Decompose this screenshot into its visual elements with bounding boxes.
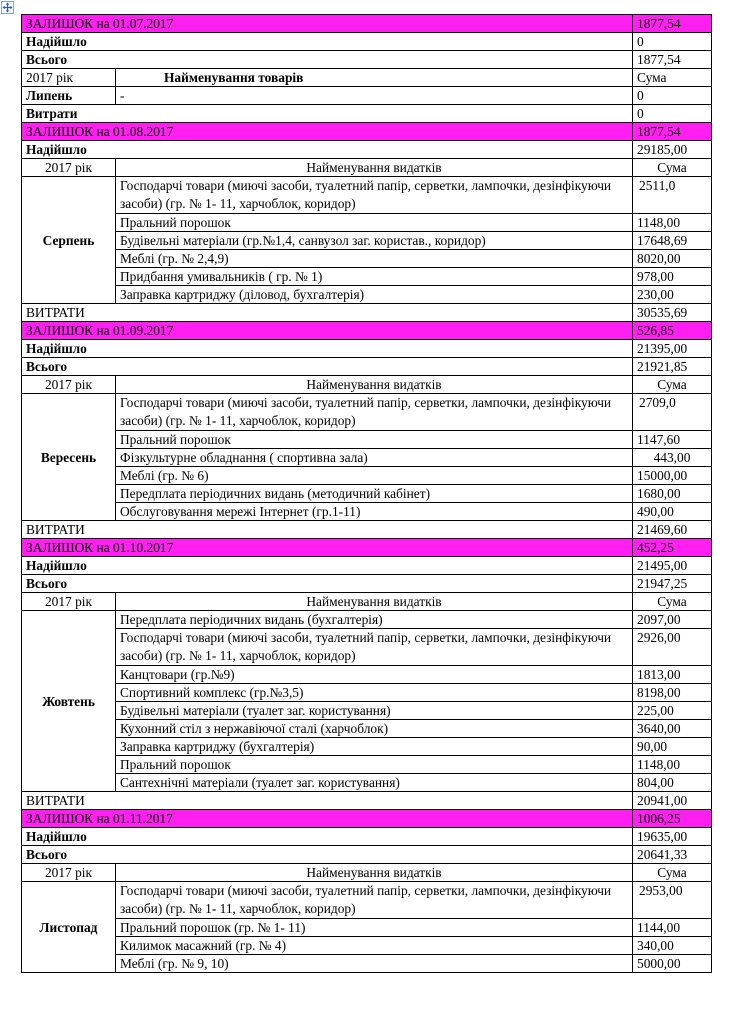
year-header: 2017 рік <box>22 69 116 87</box>
item-sum: 15000,00 <box>633 467 712 485</box>
item-row <box>22 684 712 702</box>
item-name: Пральний порошок <box>116 214 633 232</box>
expenses-row-august <box>22 304 712 322</box>
item-name: Кухонний стіл з нержавіючої сталі (харчоблок) <box>116 720 633 738</box>
item-sum: 225,00 <box>633 702 712 720</box>
balance-value: 452,25 <box>633 539 712 557</box>
item-sum: 2097,00 <box>633 611 712 629</box>
expense-name-header: Найменування видатків <box>116 593 633 611</box>
item-row <box>22 882 712 919</box>
expenses-value: 30535,69 <box>633 304 712 322</box>
item-row <box>22 177 712 214</box>
item-row <box>22 449 712 467</box>
total-label: Всього <box>22 575 633 593</box>
item-row <box>22 431 712 449</box>
item-row <box>22 955 712 973</box>
total-row-november <box>22 846 712 864</box>
item-sum: 1147,60 <box>633 431 712 449</box>
expenses-label: ВИТРАТИ <box>22 304 633 322</box>
goods-name-header: Найменування товарів <box>116 69 633 87</box>
item-name: Меблі (гр. № 6) <box>116 467 633 485</box>
year-header: 2017 рік <box>22 864 116 882</box>
expense-report-table <box>21 14 712 973</box>
expenses-value: 0 <box>633 105 712 123</box>
item-row <box>22 629 712 666</box>
expenses-value: 20941,00 <box>633 792 712 810</box>
item-sum: 17648,69 <box>633 232 712 250</box>
item-row <box>22 720 712 738</box>
item-row-july <box>22 87 712 105</box>
item-row <box>22 756 712 774</box>
month-label: Липень <box>22 87 116 105</box>
item-name: Господарчі товари (миючі засоби, туалетний папір, серветки, лампочки, дезінфікуючи засоби) (гр. № 1- 11, харчоблок, коридор) <box>116 882 633 919</box>
item-row <box>22 214 712 232</box>
item-name: Будівельні матеріали (туалет заг. користування) <box>116 702 633 720</box>
balance-value: 526,85 <box>633 322 712 340</box>
month-label: Серпень <box>22 177 116 304</box>
balance-row-november <box>22 810 712 828</box>
item-sum: 1148,00 <box>633 214 712 232</box>
item-sum: 804,00 <box>633 774 712 792</box>
header-row-october <box>22 593 712 611</box>
item-sum: 2709,0 <box>633 394 712 431</box>
balance-row-september <box>22 322 712 340</box>
item-name: Пральний порошок (гр. № 1- 11) <box>116 919 633 937</box>
item-name: Господарчі товари (миючі засоби, туалетний папір, серветки, лампочки, дезінфікуючи засоби) (гр. № 1- 11, харчоблок, коридор) <box>116 629 633 666</box>
balance-label: ЗАЛИШОК на 01.08.2017 <box>22 123 633 141</box>
expenses-value: 21469,60 <box>633 521 712 539</box>
item-sum: 340,00 <box>633 937 712 955</box>
item-row <box>22 702 712 720</box>
item-name: Сантехнічні матеріали (туалет заг. користування) <box>116 774 633 792</box>
item-sum: 1148,00 <box>633 756 712 774</box>
item-name: Заправка картриджу (діловод, бухгалтерія) <box>116 286 633 304</box>
item-row <box>22 394 712 431</box>
total-row-july <box>22 51 712 69</box>
expenses-row-july <box>22 105 712 123</box>
arrived-row-september <box>22 340 712 358</box>
balance-row-october <box>22 539 712 557</box>
item-name: Пральний порошок <box>116 756 633 774</box>
item-sum: 0 <box>633 87 712 105</box>
item-row <box>22 666 712 684</box>
arrived-label: Надійшло <box>22 557 633 575</box>
arrived-label: Надійшло <box>22 828 633 846</box>
item-name: Спортивний комплекс (гр.№3,5) <box>116 684 633 702</box>
total-label: Всього <box>22 358 633 376</box>
item-sum: 1144,00 <box>633 919 712 937</box>
item-row <box>22 286 712 304</box>
balance-label: ЗАЛИШОК на 01.07.2017 <box>22 15 633 33</box>
item-name: Придбання умивальників ( гр. № 1) <box>116 268 633 286</box>
sum-header: Сума <box>633 864 712 882</box>
arrived-row-august <box>22 141 712 159</box>
arrived-value: 21495,00 <box>633 557 712 575</box>
year-header: 2017 рік <box>22 376 116 394</box>
item-sum: 978,00 <box>633 268 712 286</box>
total-label: Всього <box>22 51 633 69</box>
balance-row-august <box>22 123 712 141</box>
arrived-value: 21395,00 <box>633 340 712 358</box>
item-sum: 90,00 <box>633 738 712 756</box>
item-name: - <box>116 87 633 105</box>
total-label: Всього <box>22 846 633 864</box>
item-name: Заправка картриджу (бухгалтерія) <box>116 738 633 756</box>
sum-header: Сума <box>633 69 712 87</box>
item-name: Меблі (гр. № 2,4,9) <box>116 250 633 268</box>
arrived-row-november <box>22 828 712 846</box>
item-name: Меблі (гр. № 9, 10) <box>116 955 633 973</box>
arrived-label: Надійшло <box>22 340 633 358</box>
arrived-row-october <box>22 557 712 575</box>
expense-name-header: Найменування видатків <box>116 159 633 177</box>
expenses-row-october <box>22 792 712 810</box>
item-sum: 8020,00 <box>633 250 712 268</box>
item-sum: 3640,00 <box>633 720 712 738</box>
item-sum: 5000,00 <box>633 955 712 973</box>
balance-value: 1006,25 <box>633 810 712 828</box>
arrived-row-july <box>22 33 712 51</box>
item-name: Фізкультурне обладнання ( спортивна зала) <box>116 449 633 467</box>
total-value: 1877,54 <box>633 51 712 69</box>
item-name: Канцтовари (гр.№9) <box>116 666 633 684</box>
total-row-september <box>22 358 712 376</box>
item-sum: 2926,00 <box>633 629 712 666</box>
item-sum: 2953,00 <box>633 882 712 919</box>
header-row-november <box>22 864 712 882</box>
item-row <box>22 774 712 792</box>
arrived-value: 19635,00 <box>633 828 712 846</box>
item-name: Пральний порошок <box>116 431 633 449</box>
item-name: Передплата періодичних видань (методичний кабінет) <box>116 485 633 503</box>
balance-value: 1877,54 <box>633 123 712 141</box>
month-label: Листопад <box>22 882 116 973</box>
item-row <box>22 503 712 521</box>
year-header: 2017 рік <box>22 159 116 177</box>
header-row-july <box>22 69 712 87</box>
expenses-label: Витрати <box>22 105 633 123</box>
year-header: 2017 рік <box>22 593 116 611</box>
arrived-value: 0 <box>633 33 712 51</box>
item-sum: 1813,00 <box>633 666 712 684</box>
table-move-handle-icon[interactable] <box>1 1 14 14</box>
month-label: Вересень <box>22 394 116 521</box>
item-row <box>22 268 712 286</box>
expenses-label: ВИТРАТИ <box>22 792 633 810</box>
arrived-value: 29185,00 <box>633 141 712 159</box>
sum-header: Сума <box>633 593 712 611</box>
arrived-label: Надійшло <box>22 33 633 51</box>
balance-label: ЗАЛИШОК на 01.11.2017 <box>22 810 633 828</box>
item-sum: 490,00 <box>633 503 712 521</box>
item-sum: 2511,0 <box>633 177 712 214</box>
expense-name-header: Найменування видатків <box>116 376 633 394</box>
balance-label: ЗАЛИШОК на 01.10.2017 <box>22 539 633 557</box>
item-name: Будівельні матеріали (гр.№1,4, санвузол заг. користав., коридор) <box>116 232 633 250</box>
sum-header: Сума <box>633 376 712 394</box>
item-name: Передплата періодичних видань (бухгалтерія) <box>116 611 633 629</box>
item-row <box>22 611 712 629</box>
total-value: 21947,25 <box>633 575 712 593</box>
item-row <box>22 738 712 756</box>
item-sum: 8198,00 <box>633 684 712 702</box>
item-row <box>22 937 712 955</box>
item-row <box>22 250 712 268</box>
expenses-row-september <box>22 521 712 539</box>
item-name: Обслуговування мережі Інтернет (гр.1-11) <box>116 503 633 521</box>
item-sum: 230,00 <box>633 286 712 304</box>
total-value: 21921,85 <box>633 358 712 376</box>
total-value: 20641,33 <box>633 846 712 864</box>
month-label: Жовтень <box>22 611 116 792</box>
header-row-september <box>22 376 712 394</box>
header-row-august <box>22 159 712 177</box>
item-name: Господарчі товари (миючі засоби, туалетний папір, серветки, лампочки, дезінфікуючи засоби) (гр. № 1- 11, харчоблок, коридор) <box>116 394 633 431</box>
expense-name-header: Найменування видатків <box>116 864 633 882</box>
item-row <box>22 232 712 250</box>
item-row <box>22 485 712 503</box>
sum-header: Сума <box>633 159 712 177</box>
balance-value: 1877,54 <box>633 15 712 33</box>
expenses-label: ВИТРАТИ <box>22 521 633 539</box>
item-row <box>22 467 712 485</box>
balance-row-july <box>22 15 712 33</box>
item-sum: 443,00 <box>633 449 712 467</box>
total-row-october <box>22 575 712 593</box>
balance-label: ЗАЛИШОК на 01.09.2017 <box>22 322 633 340</box>
item-row <box>22 919 712 937</box>
item-name: Господарчі товари (миючі засоби, туалетний папір, серветки, лампочки, дезінфікуючи засоби) (гр. № 1- 11, харчоблок, коридор) <box>116 177 633 214</box>
item-sum: 1680,00 <box>633 485 712 503</box>
arrived-label: Надійшло <box>22 141 633 159</box>
item-name: Килимок масажний (гр. № 4) <box>116 937 633 955</box>
